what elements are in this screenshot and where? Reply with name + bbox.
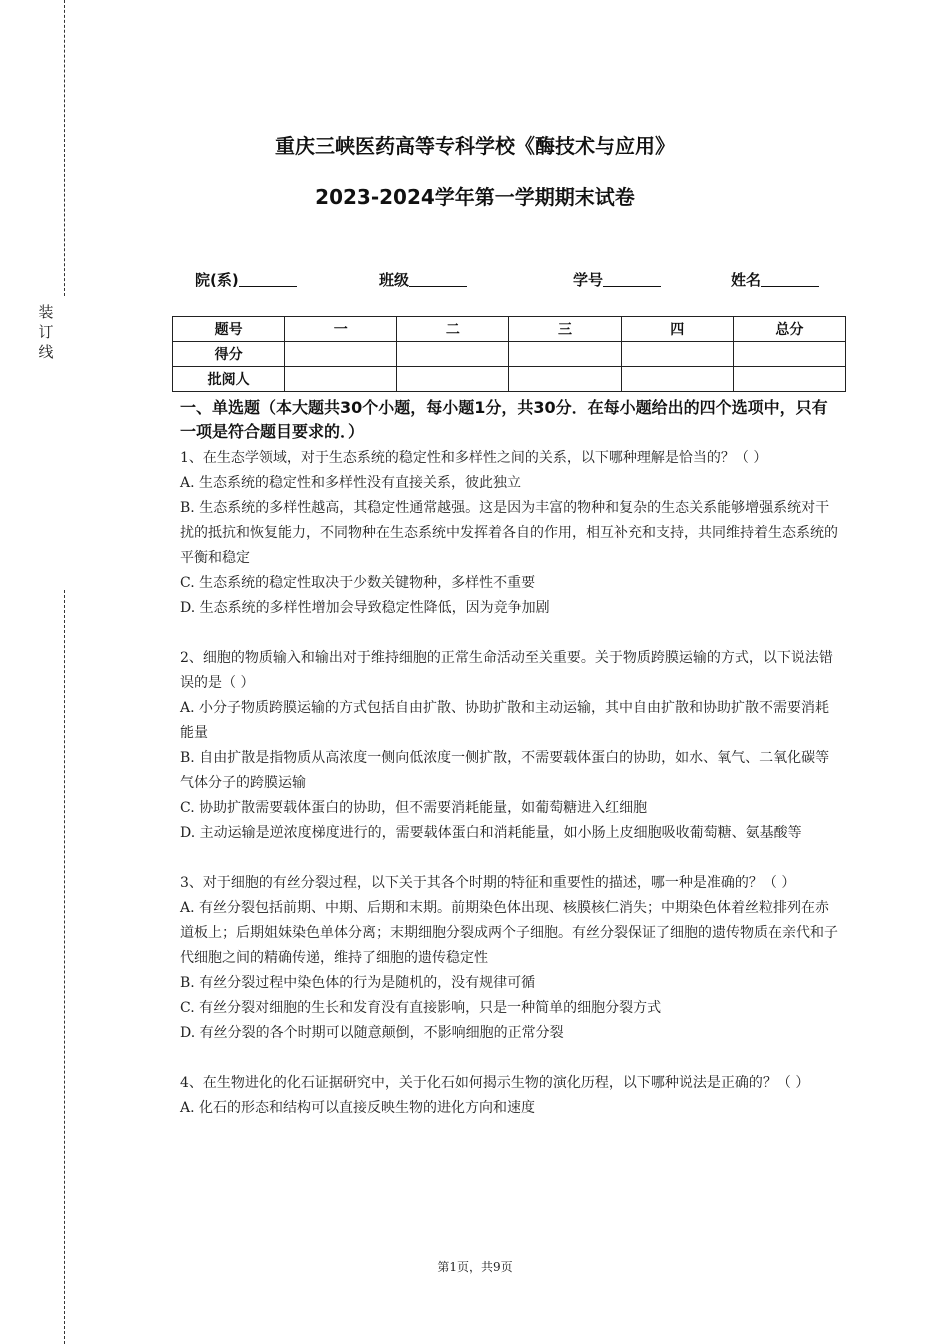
info-field-class <box>379 269 467 290</box>
question-stem: 2、细胞的物质输入和输出对于维持细胞的正常生命活动至关重要。关于物质跨膜运输的方式，以下说法错误的是（ ） <box>180 650 833 691</box>
table-cell <box>285 342 397 367</box>
section-heading: 一、单选题（本大题共30个小题，每小题1分，共30分．在每小题给出的四个选项中，只有一项是符合题目要求的．） <box>180 398 828 441</box>
info-label: 院(系) <box>195 271 239 289</box>
question-1 <box>180 446 840 621</box>
option-d: D. 主动运输是逆浓度梯度进行的，需要载体蛋白和消耗能量，如小肠上皮细胞吸收葡萄糖、氨基酸等 <box>180 825 802 841</box>
option-d: D. 生态系统的多样性增加会导致稳定性降低，因为竞争加剧 <box>180 600 550 616</box>
option-b: B. 生态系统的多样性越高，其稳定性通常越强。这是因为丰富的物种和复杂的生态关系能够增强系统对干扰的抵抗和恢复能力，不同物种在生态系统中发挥着各自的作用，相互补充和支持，共同维持着生态系统的平衡和稳定 <box>180 500 838 566</box>
table-cell <box>509 342 621 367</box>
info-blank[interactable] <box>603 272 661 287</box>
score-table-row <box>173 342 846 367</box>
table-cell <box>509 367 621 392</box>
table-header-cell: 三 <box>509 317 621 342</box>
exam-title-line2: 2023-2024学年第一学期期末试卷 <box>315 185 635 209</box>
option-d: D. 有丝分裂的各个时期可以随意颠倒，不影响细胞的正常分裂 <box>180 1025 564 1041</box>
info-blank[interactable] <box>409 272 467 287</box>
info-blank[interactable] <box>239 272 297 287</box>
table-cell <box>397 342 509 367</box>
question-4 <box>180 1071 840 1121</box>
table-cell <box>621 367 733 392</box>
option-a: A. 有丝分裂包括前期、中期、后期和末期。前期染色体出现、核膜核仁消失；中期染色体着丝粒排列在赤道板上；后期姐妹染色单体分离；末期细胞分裂成两个子细胞。有丝分裂保证了细胞的遗传物质在亲代和子代细胞之间的精确传递，维持了细胞的遗传稳定性 <box>180 900 838 966</box>
option-a: A. 生态系统的稳定性和多样性没有直接关系，彼此独立 <box>180 475 522 491</box>
exam-title-line1: 重庆三峡医药高等专科学校《酶技术与应用》 <box>275 134 675 158</box>
question-2 <box>180 646 840 846</box>
score-table <box>172 316 846 392</box>
binding-dashed-line-bottom <box>64 590 65 1344</box>
info-label: 班级 <box>379 271 410 289</box>
option-c: C. 生态系统的稳定性取决于少数关键物种，多样性不重要 <box>180 575 536 591</box>
table-cell <box>397 367 509 392</box>
table-cell <box>285 367 397 392</box>
table-cell <box>733 367 845 392</box>
page-footer: 第1页，共9页 <box>437 1260 513 1274</box>
table-cell <box>733 342 845 367</box>
score-table-row <box>173 367 846 392</box>
table-header-cell: 四 <box>621 317 733 342</box>
info-blank[interactable] <box>761 272 819 287</box>
table-header-cell: 题号 <box>173 317 285 342</box>
exam-content <box>180 396 840 1146</box>
option-c: C. 有丝分裂对细胞的生长和发育没有直接影响，只是一种简单的细胞分裂方式 <box>180 1000 662 1016</box>
question-stem: 4、在生物进化的化石证据研究中，关于化石如何揭示生物的演化历程，以下哪种说法是正确的？（ ） <box>180 1075 810 1091</box>
table-row-label: 得分 <box>173 342 285 367</box>
question-3 <box>180 871 840 1046</box>
binding-line-label: 装订线 <box>38 303 54 361</box>
info-label: 学号 <box>573 271 604 289</box>
info-field-department <box>195 269 297 290</box>
table-header-cell: 总分 <box>733 317 845 342</box>
table-cell <box>621 342 733 367</box>
option-c: C. 协助扩散需要载体蛋白的协助，但不需要消耗能量，如葡萄糖进入红细胞 <box>180 800 648 816</box>
info-field-name <box>731 269 819 290</box>
table-header-cell: 一 <box>285 317 397 342</box>
table-row-label: 批阅人 <box>173 367 285 392</box>
question-stem: 1、在生态学领域，对于生态系统的稳定性和多样性之间的关系，以下哪种理解是恰当的？（ ） <box>180 450 768 466</box>
info-label: 姓名 <box>731 271 762 289</box>
option-a: A. 化石的形态和结构可以直接反映生物的进化方向和速度 <box>180 1100 536 1116</box>
option-a: A. 小分子物质跨膜运输的方式包括自由扩散、协助扩散和主动运输，其中自由扩散和协助扩散不需要消耗能量 <box>180 700 830 741</box>
score-table-header-row <box>173 317 846 342</box>
table-header-cell: 二 <box>397 317 509 342</box>
option-b: B. 自由扩散是指物质从高浓度一侧向低浓度一侧扩散，不需要载体蛋白的协助，如水、氧气、二氧化碳等气体分子的跨膜运输 <box>180 750 830 791</box>
info-field-student-id <box>573 269 661 290</box>
question-stem: 3、对于细胞的有丝分裂过程，以下关于其各个时期的特征和重要性的描述，哪一种是准确的？（ ） <box>180 875 796 891</box>
option-b: B. 有丝分裂过程中染色体的行为是随机的，没有规律可循 <box>180 975 536 991</box>
